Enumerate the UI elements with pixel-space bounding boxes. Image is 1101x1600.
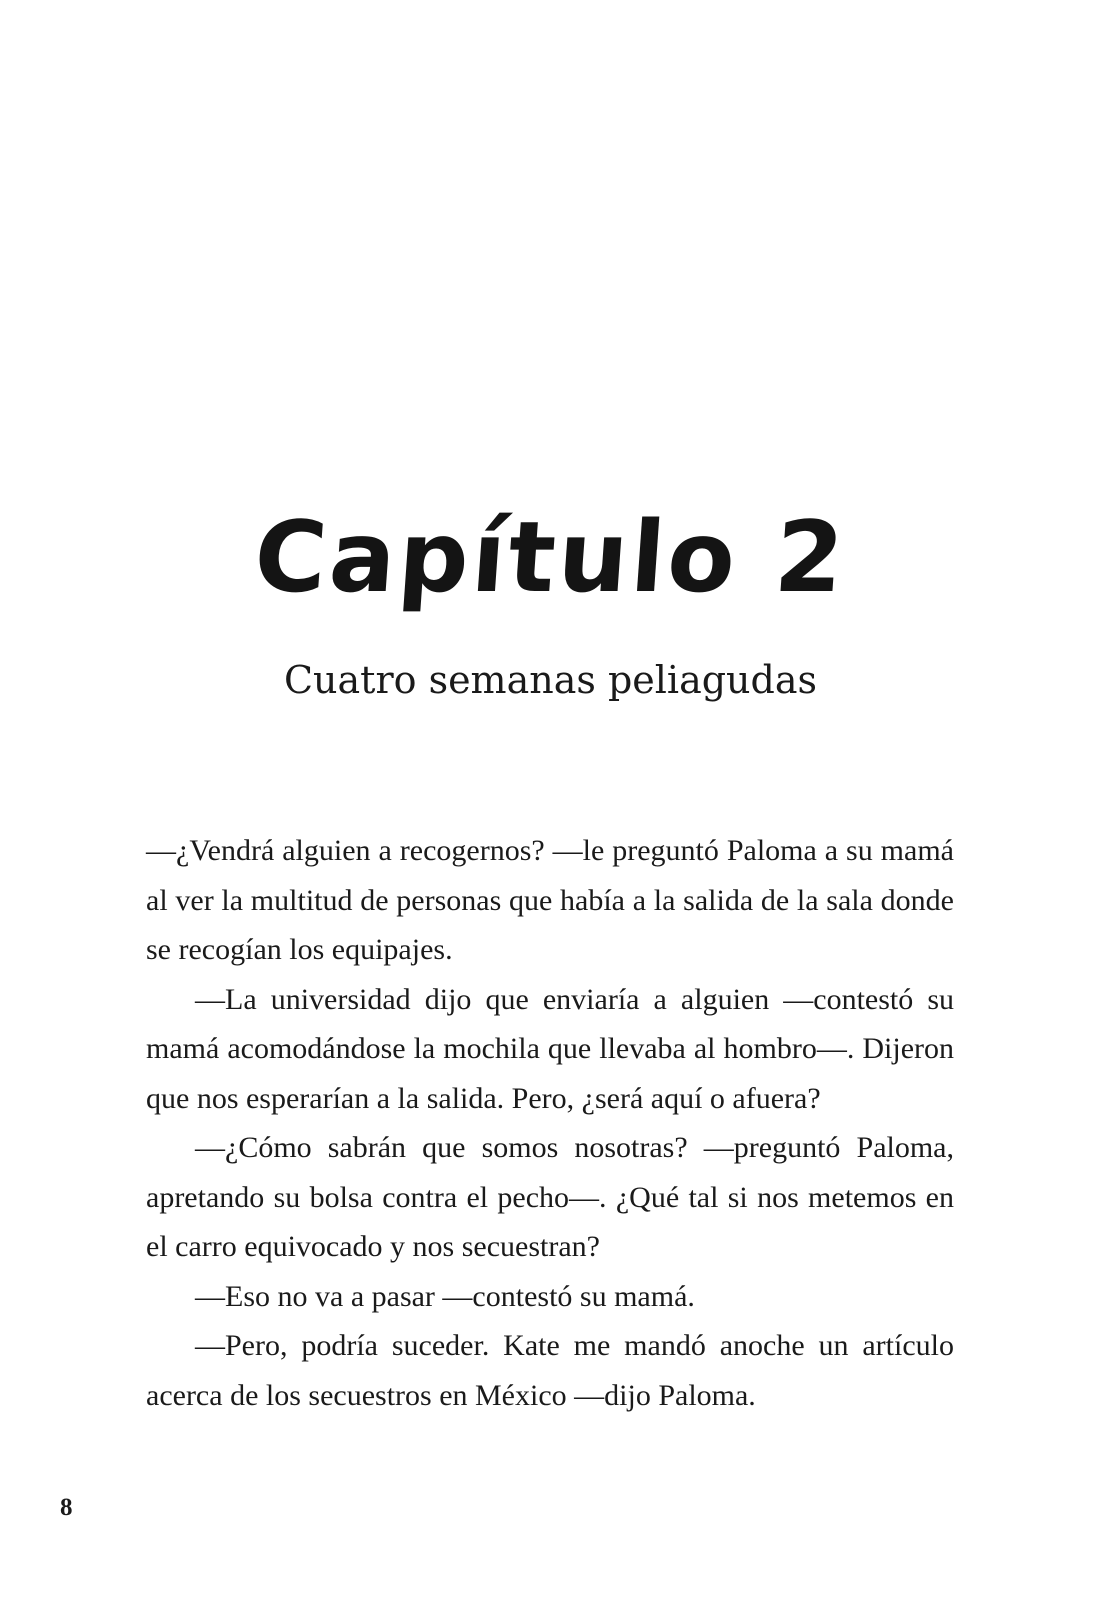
chapter-body bbox=[146, 826, 954, 1420]
paragraph-4: —Eso no va a pasar —contestó su mamá. bbox=[195, 1279, 695, 1313]
paragraph-1: —¿Vendrá alguien a recogernos? —le preguntó Paloma a su mamá al ver la multitud de personas que había a la salida de la sala donde se recogían los equipajes. bbox=[146, 834, 954, 966]
chapter-heading: Capítulo 2 bbox=[250, 501, 851, 615]
chapter-subtitle: Cuatro semanas peliagudas bbox=[283, 658, 818, 702]
paragraph-2: —La universidad dijo que enviaría a alguien —contestó su mamá acomodándose la mochila que llevaba al hombro—. Dijeron que nos esperarían a la salida. Pero, ¿será aquí o afuera? bbox=[146, 982, 954, 1115]
page-number: 8 bbox=[60, 1494, 73, 1521]
paragraph-3: —¿Cómo sabrán que somos nosotras? —preguntó Paloma, apretando su bolsa contra el pecho—. ¿Qué tal si nos metemos en el carro equivocado y nos secuestran? bbox=[146, 1131, 954, 1263]
paragraph-5: —Pero, podría suceder. Kate me mandó anoche un artículo acerca de los secuestros en México —dijo Paloma. bbox=[146, 1329, 954, 1412]
